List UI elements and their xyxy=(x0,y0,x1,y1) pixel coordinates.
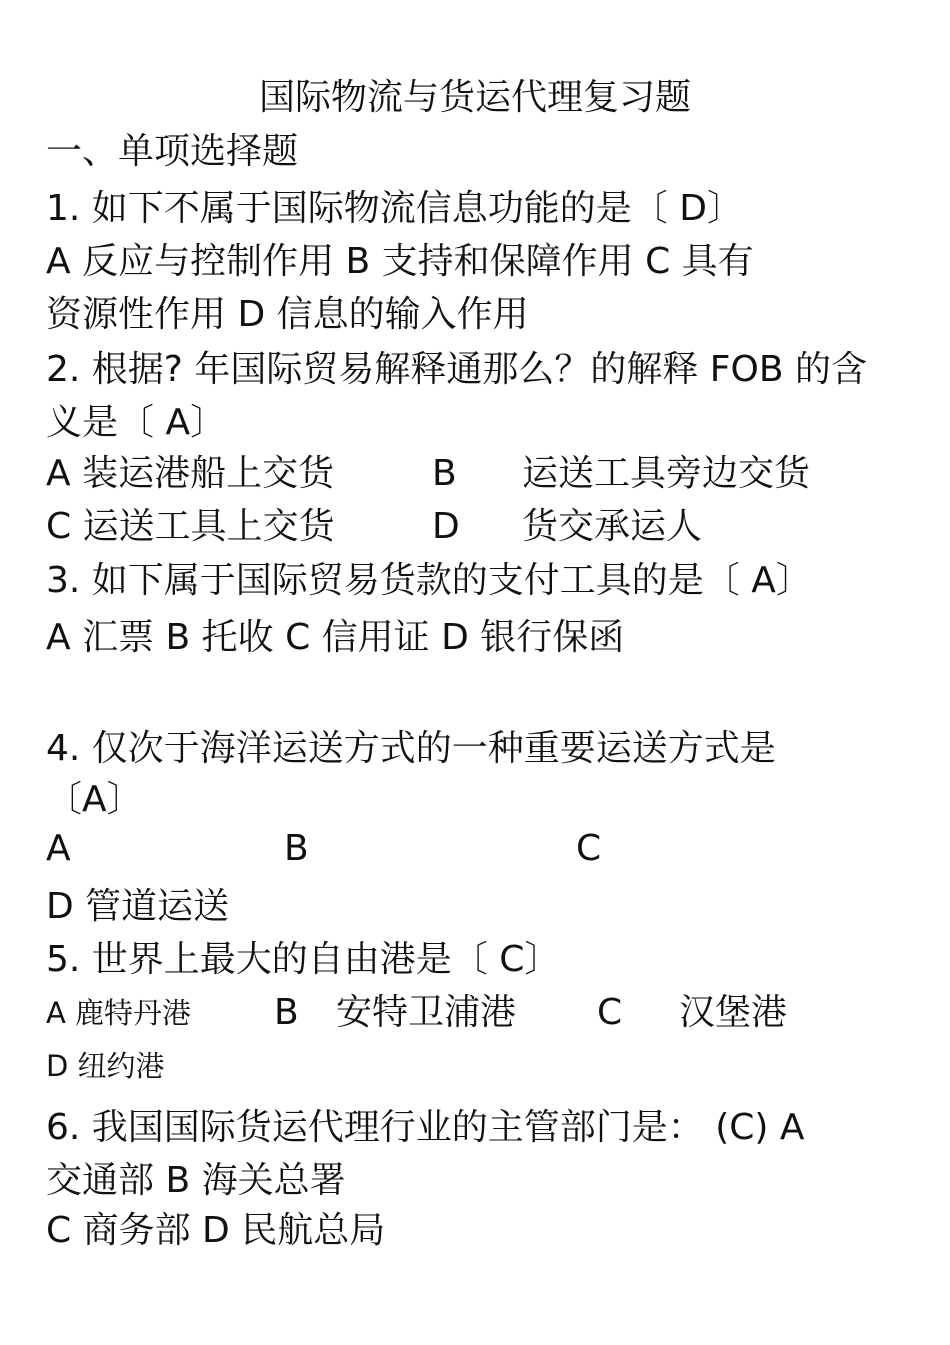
question-stem: 6. 我国国际货运代理行业的主管部门是： (C) A xyxy=(46,1107,805,1148)
option-b: B xyxy=(284,828,309,869)
option-c-letter: C xyxy=(597,992,623,1033)
question-stem: 交通部 B 海关总署 xyxy=(46,1160,346,1201)
option-d-letter: D xyxy=(432,506,460,547)
option-c: C xyxy=(576,828,602,869)
question-options-row xyxy=(46,450,906,498)
question-options-line: A 汇票 B 托收 C 信用证 D 银行保函 xyxy=(46,617,625,658)
question-options-line: D 纽约港 xyxy=(46,1049,165,1083)
option-a: A 装运港船上交货 xyxy=(46,453,335,494)
section-heading: 一、单项选择题 xyxy=(46,131,299,172)
option-a: A xyxy=(46,828,71,869)
option-b-letter: B xyxy=(432,453,457,494)
option-b-text: 安特卫浦港 xyxy=(336,992,517,1033)
option-a: A 鹿特丹港 xyxy=(46,996,192,1030)
question-options-row xyxy=(46,825,906,873)
question-stem: 2. 根据? 年国际贸易解释通那么？的解释 FOB 的含 xyxy=(46,349,867,390)
option-d-text: 货交承运人 xyxy=(522,506,703,547)
page-title: 国际物流与货运代理复习题 xyxy=(258,77,691,118)
question-stem: 义是〔 A〕 xyxy=(46,402,227,443)
option-b-letter: B xyxy=(274,992,299,1033)
question-options-line: A 反应与控制作用 B 支持和保障作用 C 具有 xyxy=(46,241,754,282)
question-stem: 3. 如下属于国际贸易货款的支付工具的是〔 A〕 xyxy=(46,560,812,601)
option-c: C 运送工具上交货 xyxy=(46,506,335,547)
question-stem: 4. 仅次于海洋运送方式的一种重要运送方式是 xyxy=(46,728,776,769)
question-options-line: 资源性作用 D 信息的输入作用 xyxy=(46,294,529,335)
question-stem: 1. 如下不属于国际物流信息功能的是〔 D〕 xyxy=(46,188,743,229)
question-options-row xyxy=(46,503,906,551)
question-stem: 5. 世界上最大的自由港是〔 C〕 xyxy=(46,939,561,980)
option-c-text: 汉堡港 xyxy=(679,992,788,1033)
option-b-text: 运送工具旁边交货 xyxy=(522,453,811,494)
question-options-row xyxy=(46,989,906,1037)
question-options-line: C 商务部 D 民航总局 xyxy=(46,1210,386,1251)
question-stem: 〔A〕 xyxy=(46,779,143,820)
question-options-line: D 管道运送 xyxy=(46,886,230,927)
